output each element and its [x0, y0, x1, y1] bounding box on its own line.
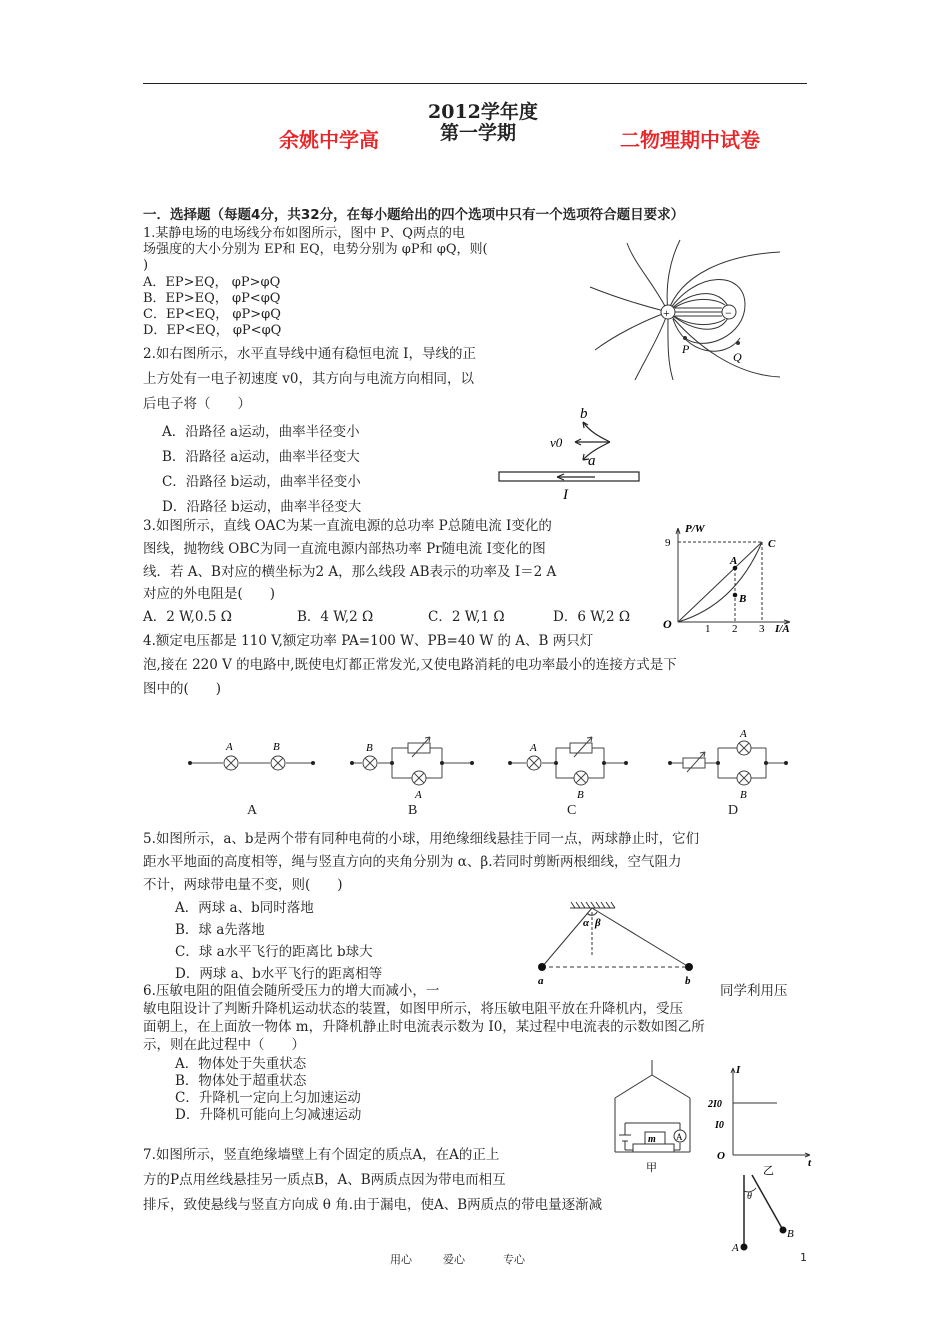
- graph-t-axis-label: t: [808, 1157, 812, 1169]
- q4-line-1: 4.额定电压都是 110 V,额定功率 PA=100 W、PB=40 W 的 A、B 两只灯: [143, 633, 594, 649]
- q3-option-a[interactable]: A．2 W,0.5 Ω: [143, 609, 232, 625]
- y-axis-label: P/W: [685, 523, 705, 535]
- tick-2i0: 2I0: [708, 1099, 722, 1110]
- ball-b-label: b: [685, 975, 691, 987]
- origin-label: O: [663, 617, 672, 631]
- graph-origin: O: [717, 1150, 725, 1162]
- lamp-b-label: B: [577, 789, 584, 801]
- q1-line-3: ): [143, 258, 149, 273]
- current-i-label: I: [563, 487, 568, 503]
- particle-b-label: B: [787, 1228, 794, 1240]
- q2-option-a[interactable]: A．沿路径 a运动，曲率半径变小: [162, 424, 360, 440]
- q3-line-4: 对应的外电阻是( ): [143, 586, 276, 602]
- circuit-a[interactable]: [185, 735, 320, 780]
- point-c-label: C: [768, 538, 776, 550]
- x-tick-2: 2: [732, 623, 738, 635]
- q1-option-b[interactable]: B．EP>EQ， φP<φQ: [143, 291, 281, 306]
- q3-option-b[interactable]: B．4 W,2 Ω: [297, 609, 374, 625]
- q7-line-2: 方的P点用丝线悬挂另一质点B，A、B两质点因为带电而相互: [143, 1172, 506, 1188]
- q7-line-1: 7.如图所示，竖直绝缘墙壁上有个固定的质点A，在A的正上: [143, 1147, 500, 1163]
- page-number: 1: [800, 1251, 807, 1264]
- particle-a-label: A: [732, 1242, 739, 1254]
- ammeter-label: A: [676, 1132, 683, 1142]
- q6-option-a[interactable]: A．物体处于失重状态: [175, 1056, 307, 1072]
- section-title: 一．选择题（每题4分，共32分，在每小题给出的四个选项中只有一个选项符合题目要求）: [143, 207, 685, 223]
- q5-option-b[interactable]: B．球 a先落地: [175, 922, 265, 938]
- q5-option-c[interactable]: C．球 a水平飞行的距离比 b球大: [175, 944, 373, 960]
- power-current-graph: [655, 520, 810, 635]
- header-school: 余姚中学高: [279, 128, 379, 152]
- q5-line-1: 5.如图所示，a、b是两个带有同种电荷的小球，用绝缘细线悬挂于同一点，两球静止时，它们: [143, 831, 700, 847]
- header-year: 2012学年度: [428, 101, 538, 123]
- header-term: 第一学期: [440, 122, 517, 144]
- lamp-a-label: A: [740, 728, 747, 740]
- y-tick-9: 9: [665, 537, 671, 549]
- q1-option-a[interactable]: A．EP>EQ， φP>φQ: [143, 275, 281, 290]
- q6-line-1a: 6.压敏电阻的阻值会随所受压力的增大而减小，一: [143, 983, 440, 999]
- point-q-label: Q: [733, 350, 742, 364]
- q2-option-b[interactable]: B．沿路径 a运动，曲率半径变大: [162, 449, 360, 465]
- x-tick-1: 1: [705, 623, 711, 635]
- beta-label: β: [595, 917, 601, 929]
- q6-option-c[interactable]: C．升降机一定向上匀加速运动: [175, 1090, 361, 1106]
- q7-line-3: 排斥，致使悬线与竖直方向成 θ 角.由于漏电，使A、B两质点的带电量逐渐减: [143, 1197, 603, 1213]
- alpha-label: α: [583, 917, 590, 929]
- footer-item-2: 爱心: [443, 1253, 465, 1266]
- q6-option-d[interactable]: D．升降机可能向上匀减速运动: [175, 1107, 362, 1123]
- q3-line-2: 图线，抛物线 OBC为同一直流电源内部热功率 Pr随电流 I变化的图: [143, 541, 546, 557]
- circuit-b[interactable]: [350, 735, 480, 805]
- q6-line-2: 敏电阻设计了判断升降机运动状态的装置，如图甲所示，将压敏电阻平放在升降机内，受压: [143, 1001, 683, 1017]
- x-tick-3: 3: [759, 623, 765, 635]
- circuit-d[interactable]: [668, 728, 798, 803]
- q6-line-4: 示，则在此过程中（ ）: [143, 1037, 305, 1053]
- elevator-figure-jia: [600, 1055, 700, 1175]
- circuit-a-caption: A: [247, 803, 258, 818]
- ball-a-label: a: [538, 975, 544, 987]
- circuit-d-caption: D: [728, 803, 739, 818]
- q1-option-d[interactable]: D．EP<EQ， φP<φQ: [143, 323, 282, 338]
- circuit-b-caption: B: [408, 803, 418, 818]
- v0-label: v0: [550, 435, 563, 450]
- circuit-c[interactable]: [508, 735, 638, 805]
- point-p-label: P: [682, 342, 690, 356]
- lamp-a-label: A: [415, 789, 422, 801]
- q1-line-2: 场强度的大小分别为 EP和 EQ，电势分别为 φP和 φQ，则(: [143, 242, 488, 257]
- q5-line-2: 距水平地面的高度相等，绳与竖直方向的夹角分别为 α、β.若同时剪断两根细线，空气阻力: [143, 854, 682, 870]
- circuit-c-caption: C: [567, 803, 577, 818]
- q5-option-a[interactable]: A．两球 a、b同时落地: [175, 900, 314, 916]
- q2-line-1: 2.如右图所示，水平直导线中通有稳恒电流 I，导线的正: [143, 346, 477, 362]
- figure-yi-caption: 乙: [763, 1164, 774, 1177]
- x-axis-label: I/A: [775, 623, 790, 635]
- electric-field-figure: [585, 235, 810, 380]
- header-subject: 二物理期中试卷: [620, 128, 760, 152]
- tick-i0: I0: [715, 1120, 724, 1131]
- q6-option-b[interactable]: B．物体处于超重状态: [175, 1073, 307, 1089]
- footer-item-1: 用心: [390, 1253, 412, 1266]
- q5-option-d[interactable]: D．两球 a、b水平飞行的距离相等: [175, 966, 383, 982]
- q2-option-d[interactable]: D．沿路径 b运动，曲率半径变大: [162, 499, 362, 515]
- theta-label: θ: [747, 1191, 752, 1202]
- hanging-balls-figure: [535, 898, 705, 988]
- minus-charge-label: −: [725, 306, 732, 320]
- lamp-b-label: B: [273, 741, 280, 753]
- q1-option-c[interactable]: C．EP<EQ， φP>φQ: [143, 307, 281, 322]
- current-time-graph-yi: [705, 1060, 815, 1180]
- q3-option-c[interactable]: C．2 W,1 Ω: [428, 609, 505, 625]
- wall-pendulum-figure: [730, 1175, 800, 1255]
- q2-option-c[interactable]: C．沿路径 b运动，曲率半径变小: [162, 474, 361, 490]
- q4-line-2: 泡,接在 220 V 的电路中,既使电灯都正常发光,又使电路消耗的电功率最小的连接方式是下: [143, 657, 677, 673]
- lamp-b-label: B: [740, 789, 747, 801]
- q1-line-1: 1.某静电场的电场线分布如图所示，图中 P、Q两点的电: [143, 226, 465, 241]
- q3-line-3: 线．若 A、B对应的横坐标为2 A，那么线段 AB表示的功率及 I＝2 A: [143, 564, 557, 580]
- figure-jia-caption: 甲: [646, 1161, 657, 1174]
- wire-electron-figure: [495, 402, 655, 507]
- mass-label: m: [648, 1134, 656, 1145]
- lamp-b-label: B: [366, 742, 373, 754]
- header-rule: [143, 83, 807, 84]
- path-b-label: b: [580, 406, 588, 422]
- q2-line-3: 后电子将（ ）: [143, 396, 251, 412]
- q3-option-d[interactable]: D．6 W,2 Ω: [553, 609, 631, 625]
- point-a-label: A: [730, 555, 738, 567]
- q5-line-3: 不计，两球带电量不变，则( ): [143, 877, 343, 893]
- point-b-label: B: [739, 593, 747, 605]
- path-a-label: a: [588, 453, 596, 469]
- graph-i-axis-label: I: [736, 1064, 741, 1076]
- footer-item-3: 专心: [503, 1253, 525, 1266]
- plus-charge-label: +: [663, 306, 670, 320]
- q6-line-1b: 同学利用压: [720, 983, 788, 999]
- q3-line-1: 3.如图所示，直线 OAC为某一直流电源的总功率 P总随电流 I变化的: [143, 518, 552, 534]
- q4-line-3: 图中的( ): [143, 681, 222, 697]
- lamp-a-label: A: [226, 741, 233, 753]
- q2-line-2: 上方处有一电子初速度 v0，其方向与电流方向相同，以: [143, 371, 475, 387]
- q6-line-3: 面朝上，在上面放一物体 m，升降机静止时电流表示数为 I0，某过程中电流表的示数如图乙所: [143, 1019, 705, 1035]
- lamp-a-label: A: [530, 742, 537, 754]
